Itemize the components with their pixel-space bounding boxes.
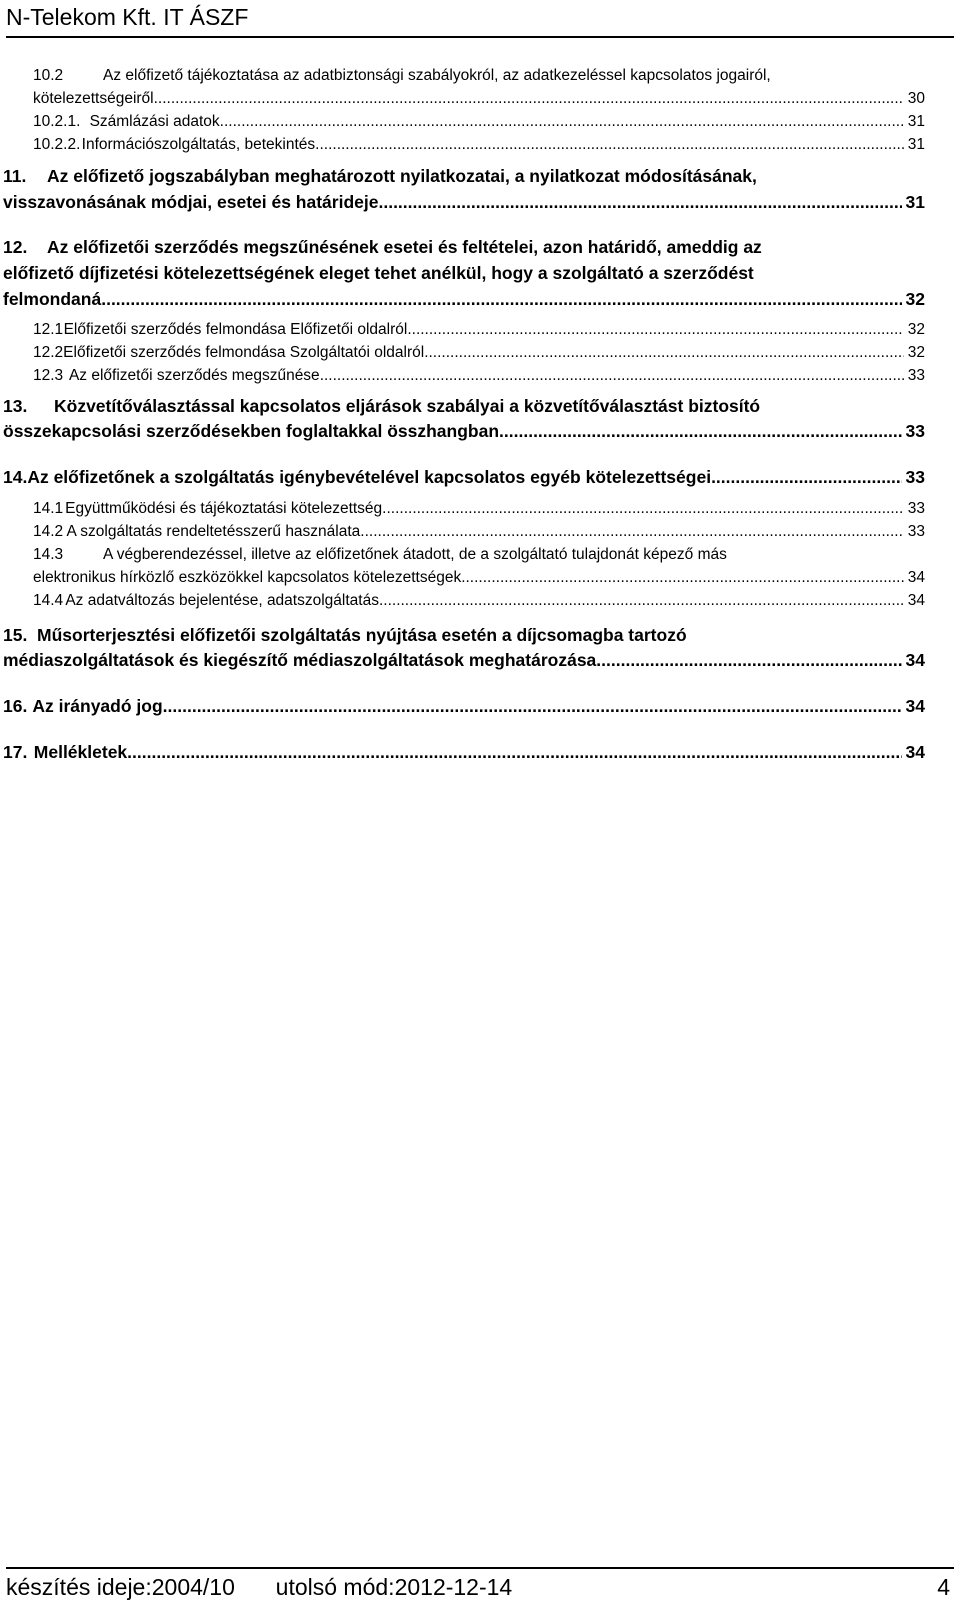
toc-entry-11-line1[interactable]: [3, 166, 925, 187]
dot-leader: [101, 289, 901, 310]
dot-leader: [163, 696, 902, 717]
toc-number: 14.4: [33, 592, 64, 609]
footer-modified: utolsó mód:2012-12-14: [275, 1574, 513, 1600]
toc-title: Az előfizető tájékoztatása az adatbiztonsági szabályokról, az adatkezeléssel kapcsolatos jogairól,: [103, 67, 771, 84]
toc-entry-11[interactable]: [3, 192, 925, 213]
toc-title: felmondaná: [3, 289, 102, 309]
page-number: 32: [907, 321, 925, 338]
toc-number: 13.: [3, 396, 28, 416]
toc-entry-15-line1[interactable]: [3, 625, 925, 646]
toc-entry-14-1[interactable]: [33, 500, 925, 518]
toc-title: Előfizetői szerződés felmondása Szolgáltatói oldalról: [63, 344, 425, 361]
toc-entry-14-2[interactable]: [33, 523, 925, 541]
page-number: 31: [907, 136, 925, 153]
running-header: N-Telekom Kft. IT ÁSZF: [6, 4, 249, 30]
toc-entry-10-2-1[interactable]: [33, 113, 925, 131]
dot-leader: [382, 500, 904, 518]
toc-title: Műsorterjesztési előfizetői szolgáltatás nyújtása esetén a díjcsomagba tartozó: [37, 625, 687, 645]
toc-entry-14[interactable]: [3, 467, 925, 488]
toc-title: médiaszolgáltatások és kiegészítő médiaszolgáltatások meghatározása: [3, 650, 597, 670]
toc-title: Az adatváltozás bejelentése, adatszolgáltatás: [65, 592, 379, 609]
dot-leader: [320, 367, 904, 385]
toc-entry-10-2-2[interactable]: [33, 136, 925, 154]
toc-number: 14.3: [33, 546, 64, 563]
toc-entry-12-line2: [3, 263, 925, 284]
dot-leader: [127, 742, 901, 763]
toc-entry-13-line1[interactable]: [3, 396, 925, 417]
toc-title: visszavonásának módjai, esetei és határideje: [3, 192, 379, 212]
page-number: 32: [907, 344, 925, 361]
toc-title: Mellékletek: [33, 742, 128, 762]
toc-number: 15.: [3, 625, 28, 645]
toc-number: 12.1: [33, 321, 64, 338]
page-footer: [6, 1574, 950, 1601]
toc-title: Az irányadó jog: [32, 696, 163, 716]
toc-entry-13[interactable]: [3, 421, 925, 442]
page-number: 30: [907, 90, 925, 107]
page-number: 33: [907, 367, 925, 384]
toc-title: Számlázási adatok: [89, 113, 220, 130]
toc-number: 17.: [3, 742, 28, 762]
toc-title: előfizető díjfizetési kötelezettségének eleget tehet anélkül, hogy a szolgáltató a szerződést: [3, 263, 754, 283]
toc-title: A végberendezéssel, illetve az előfizetőnek átadott, de a szolgáltató tulajdonát képező más: [103, 546, 727, 563]
toc-number: 14.: [3, 467, 28, 487]
toc-entry-12[interactable]: [3, 289, 925, 310]
toc-entry-14-4[interactable]: [33, 592, 925, 610]
page-number: 34: [905, 696, 925, 716]
page-number: 34: [905, 650, 925, 670]
page-number: 32: [905, 289, 925, 309]
toc-entry-10-2[interactable]: [33, 90, 925, 108]
toc-entry-17[interactable]: [3, 742, 925, 763]
page-number: 33: [907, 500, 925, 517]
dot-leader: [499, 421, 902, 442]
page-number: 33: [907, 523, 925, 540]
toc-title: elektronikus hírközlő eszközökkel kapcsolatos kötelezettségek: [33, 569, 462, 586]
header-rule: [6, 36, 954, 38]
page-number: 34: [905, 742, 925, 762]
toc-number: 10.2.1.: [33, 113, 81, 130]
page-number: 31: [905, 192, 925, 212]
toc-title: Információszolgáltatás, betekintés: [81, 136, 316, 153]
page-number: 33: [905, 467, 925, 487]
toc-entry-12-3[interactable]: [33, 367, 925, 385]
toc-number: 14.2: [33, 523, 64, 540]
toc-entry-14-3-line1[interactable]: [33, 546, 925, 564]
toc-title: Előfizetői szerződés felmondása Előfizetői oldalról: [63, 321, 408, 338]
dot-leader: [360, 523, 903, 541]
toc-title: Közvetítőválasztással kapcsolatos eljárások szabályai a közvetítőválasztást biztosító: [54, 396, 761, 416]
toc-number: 12.: [3, 237, 28, 257]
dot-leader: [711, 467, 901, 488]
dot-leader: [379, 592, 904, 610]
page-number: 34: [907, 569, 925, 586]
dot-leader: [315, 136, 904, 154]
toc-entry-12-1[interactable]: [33, 321, 925, 339]
dot-leader: [220, 113, 904, 131]
page-number: 31: [907, 113, 925, 130]
toc-title: összekapcsolási szerződésekben foglaltakkal összhangban: [3, 421, 500, 441]
footer-rule: [6, 1567, 954, 1569]
toc-title: Az előfizető jogszabályban meghatározott nyilatkozatai, a nyilatkozat módosításának,: [47, 166, 757, 186]
toc-entry-10-2-line1[interactable]: [33, 67, 925, 85]
toc-title: Együttműködési és tájékoztatási kötelezettség: [65, 500, 383, 517]
dot-leader: [596, 650, 901, 671]
toc-entry-12-line1[interactable]: [3, 237, 925, 258]
dot-leader: [424, 344, 904, 362]
footer-created: készítés ideje:2004/10: [6, 1574, 235, 1600]
toc-number: 11.: [3, 166, 27, 186]
toc-title: kötelezettségeiről: [33, 90, 154, 107]
toc-title: Az előfizetői szerződés megszűnése: [68, 367, 320, 384]
dot-leader: [461, 569, 904, 587]
toc-entry-12-2[interactable]: [33, 344, 925, 362]
dot-leader: [154, 90, 904, 108]
toc-number: 16.: [3, 696, 28, 716]
page-number: 33: [905, 421, 925, 441]
toc-title: Az előfizetői szerződés megszűnésének esetei és feltételei, azon határidő, ameddig az: [47, 237, 762, 257]
toc-title: Az előfizetőnek a szolgáltatás igénybevételével kapcsolatos egyéb kötelezettségei: [27, 467, 712, 487]
dot-leader: [407, 321, 903, 339]
toc-title: A szolgáltatás rendeltetésszerű használata: [66, 523, 361, 540]
toc-number: 12.2: [33, 344, 64, 361]
toc-entry-16[interactable]: [3, 696, 925, 717]
toc-number: 10.2: [33, 67, 64, 84]
toc-entry-15[interactable]: [3, 650, 925, 671]
toc-number: 10.2.2.: [33, 136, 81, 153]
toc-number: 12.3: [33, 367, 64, 384]
dot-leader: [378, 192, 901, 213]
toc-entry-14-3[interactable]: [33, 569, 925, 587]
footer-page-number: 4: [937, 1574, 950, 1600]
page-number: 34: [907, 592, 925, 609]
toc-number: 14.1: [33, 500, 64, 517]
